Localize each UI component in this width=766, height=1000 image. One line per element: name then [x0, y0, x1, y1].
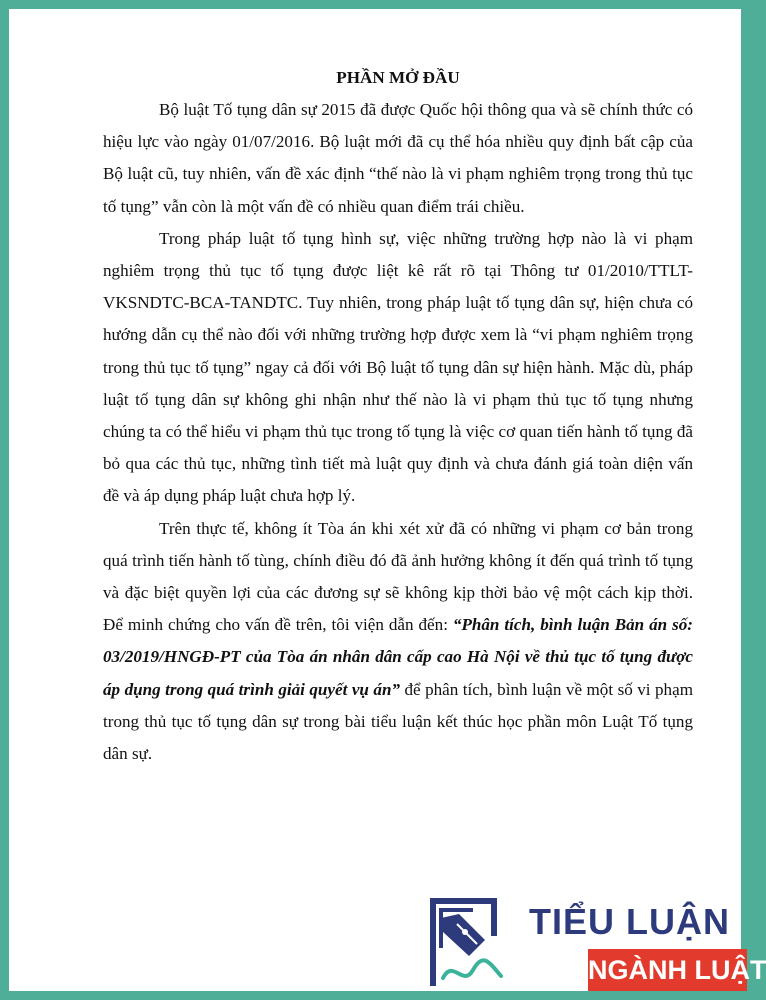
- paragraph-2: Trong pháp luật tố tụng hình sự, việc những trường hợp nào là vi phạm nghiêm trọng thủ tục tố tụng được liệt kê rất rõ tại Thông tư 01/2010/TTLT-VKSNDTC-BCA-TANDTC. Tuy nhiên, trong pháp luật tố tụng dân sự, hiện chưa có hướng dẫn cụ thể nào đối với những trường hợp được xem là “vi phạm nghiêm trọng trong thủ tục tố tụng” ngay cả đối với Bộ luật tố tụng dân sự hiện hành. Mặc dù, pháp luật tố tụng dân sự không ghi nhận như thế nào là vi phạm thủ tục tố tụng nhưng chúng ta có thể hiểu vi phạm thủ tục trong tố tụng là việc cơ quan tiến hành tố tụng đã bỏ qua các thủ tục, những tình tiết mà luật quy định và chưa đánh giá toàn diện vấn đề và áp dụng pháp luật chưa hợp lý.: [103, 228, 693, 506]
- paragraph-3-start: Trên thực tế, không ít Tòa án khi xét xử đã có những vi phạm cơ bản trong quá trình tiến hành tố tùng, chính điều đó đã ảnh hưởng không ít đến quá trình tố tụng và đặc biệt quyền lợi của các đương sự sẽ không kịp thời bảo vệ một cách kịp thời. Để minh chứng cho vấn đề trên, tôi viện dẫn đến:: [103, 518, 693, 635]
- fountain-pen-nib-icon: [417, 888, 505, 991]
- paragraph-3: [103, 513, 693, 771]
- document-page: [9, 9, 766, 991]
- site-logo: [417, 888, 766, 998]
- section-heading: PHẦN MỞ ĐẦU: [336, 68, 460, 87]
- paragraph-3-end: để phân tích, bình luận về một số vi phạm trong thủ tục tố tụng dân sự trong bài tiểu luận kết thúc học phần môn Luật Tố tụng dân sự.: [103, 679, 693, 764]
- document-body: [103, 62, 693, 770]
- logo-title: TIỂU LUẬN: [529, 901, 730, 942]
- paragraph-1: Bộ luật Tố tụng dân sự 2015 đã được Quốc hội thông qua và sẽ chính thức có hiệu lực vào ngày 01/07/2016. Bộ luật mới đã cụ thể hóa nhiều quy định bất cập của Bộ luật cũ, tuy nhiên, vấn đề xác định “thế nào là vi phạm nghiêm trọng trong thủ tục tố tụng” vẫn còn là một vấn đề có nhiều quan điểm trái chiều.: [103, 100, 693, 216]
- judgment-citation: “Phân tích, bình luận Bản án số: 03/2019/HNGĐ-PT của Tòa án nhân dân cấp cao Hà Nội về thủ tục tố tụng được áp dụng trong quá trình giải quyết vụ án”: [103, 615, 693, 699]
- logo-subtitle: NGÀNH LUẬT: [588, 949, 747, 991]
